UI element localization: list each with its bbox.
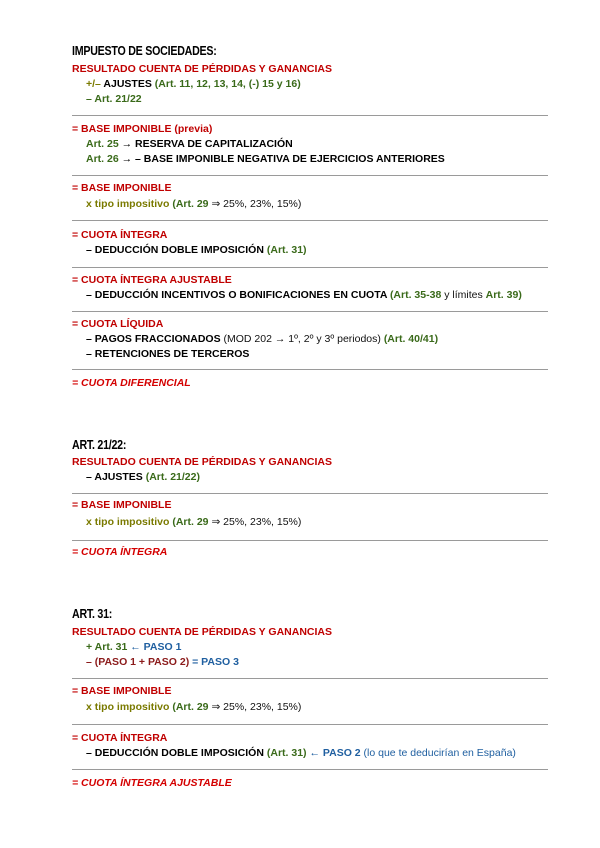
resultado-line: RESULTADO CUENTA DE PÉRDIDAS Y GANANCIAS bbox=[72, 456, 332, 468]
base-imponible: = BASE IMPONIBLE bbox=[72, 182, 172, 194]
rates: ⇒ 25%, 23%, 15%) bbox=[208, 516, 302, 528]
note: (lo que te deducirían en España) bbox=[363, 747, 516, 759]
paso-1-line bbox=[86, 641, 181, 654]
divider bbox=[72, 724, 548, 725]
base-imponible: = BASE IMPONIBLE bbox=[72, 499, 172, 511]
retenciones-line: – RETENCIONES DE TERCEROS bbox=[86, 348, 250, 360]
cuota-integra-ajustable: = CUOTA ÍNTEGRA AJUSTABLE bbox=[72, 274, 232, 286]
art-text: → – BASE IMPONIBLE NEGATIVA DE EJERCICIOS ANTERIORES bbox=[118, 153, 445, 165]
section-title: ART. 21/22: bbox=[72, 437, 127, 452]
cuota-integra: = CUOTA ÍNTEGRA bbox=[72, 732, 168, 744]
deduccion-doble-line bbox=[86, 244, 307, 257]
paso-sum: – (PASO 1 + PASO 2) bbox=[86, 656, 193, 668]
art-ref: + Art. 31 bbox=[86, 641, 131, 653]
art-ref: (Art. 40/41) bbox=[383, 333, 439, 345]
cuota-integra-ajustable: = CUOTA ÍNTEGRA AJUSTABLE bbox=[72, 777, 232, 789]
divider bbox=[72, 220, 548, 221]
tipo-impositivo-line bbox=[86, 701, 301, 714]
ajustes-label: AJUSTES bbox=[103, 78, 155, 90]
pagos-fraccionados-line bbox=[86, 333, 438, 346]
base-imponible-previa: = BASE IMPONIBLE (previa) bbox=[72, 123, 213, 135]
cuota-integra: = CUOTA ÍNTEGRA bbox=[72, 546, 168, 558]
paso-label: PASO 3 bbox=[201, 656, 239, 668]
divider bbox=[72, 678, 548, 679]
limites-text: y límites bbox=[441, 289, 486, 301]
rates: ⇒ 25%, 23%, 15%) bbox=[208, 198, 302, 210]
art-ref: Art. 39) bbox=[485, 289, 522, 301]
tipo-impositivo-line bbox=[86, 516, 301, 529]
art-ref: (Art. 29 bbox=[172, 701, 209, 713]
art-ref: (Art. 35-38 bbox=[389, 289, 442, 301]
ajustes-line bbox=[86, 78, 301, 91]
ajustes-line bbox=[86, 471, 200, 484]
paso-label: ← PASO 1 bbox=[130, 641, 182, 653]
art-21-22-line: – Art. 21/22 bbox=[86, 93, 142, 105]
equals: = bbox=[192, 656, 202, 668]
divider bbox=[72, 493, 548, 494]
mod-text: (MOD 202 → 1º, 2º y 3º periodos) bbox=[223, 333, 384, 345]
art-ref: Art. 25 bbox=[86, 138, 119, 150]
ajustes-articles: (Art. 11, 12, 13, 14, (-) 15 y 16) bbox=[154, 78, 301, 90]
sign: +/– bbox=[86, 78, 104, 90]
art-text: → RESERVA DE CAPITALIZACIÓN bbox=[118, 138, 293, 150]
art-ref: (Art. 29 bbox=[172, 198, 209, 210]
art-26-line bbox=[86, 153, 445, 166]
resultado-line: RESULTADO CUENTA DE PÉRDIDAS Y GANANCIAS bbox=[72, 63, 332, 75]
tipo-impositivo-line bbox=[86, 198, 301, 211]
section-title: IMPUESTO DE SOCIEDADES: bbox=[72, 43, 217, 58]
resultado-line: RESULTADO CUENTA DE PÉRDIDAS Y GANANCIAS bbox=[72, 626, 332, 638]
cuota-liquida: = CUOTA LÍQUIDA bbox=[72, 318, 164, 330]
tipo-label: x tipo impositivo bbox=[86, 701, 173, 713]
paso-3-line bbox=[86, 656, 239, 669]
tipo-label: x tipo impositivo bbox=[86, 198, 173, 210]
art-ref: (Art. 31) bbox=[266, 244, 307, 256]
ajustes-label: – AJUSTES bbox=[86, 471, 146, 483]
art-ref: Art. 26 bbox=[86, 153, 119, 165]
deduccion-label: – DEDUCCIÓN DOBLE IMPOSICIÓN bbox=[86, 244, 267, 256]
rates: ⇒ 25%, 23%, 15%) bbox=[208, 701, 302, 713]
pagos-label: – PAGOS FRACCIONADOS bbox=[86, 333, 224, 345]
divider bbox=[72, 267, 548, 268]
section-title: ART. 31: bbox=[72, 606, 113, 621]
divider bbox=[72, 311, 548, 312]
divider bbox=[72, 540, 548, 541]
art-25-line bbox=[86, 138, 293, 151]
tipo-label: x tipo impositivo bbox=[86, 516, 173, 528]
divider bbox=[72, 175, 548, 176]
deduccion-label: – DEDUCCIÓN INCENTIVOS O BONIFICACIONES EN CUOTA bbox=[86, 289, 390, 301]
deduccion-doble-line bbox=[86, 747, 516, 760]
base-imponible: = BASE IMPONIBLE bbox=[72, 685, 172, 697]
deduccion-label: – DEDUCCIÓN DOBLE IMPOSICIÓN bbox=[86, 747, 267, 759]
art-ref: (Art. 31) bbox=[266, 747, 307, 759]
paso-label: ← PASO 2 bbox=[306, 747, 364, 759]
art-ref: (Art. 29 bbox=[172, 516, 209, 528]
divider bbox=[72, 769, 548, 770]
deduccion-incentivos-line bbox=[86, 289, 522, 302]
cuota-diferencial: = CUOTA DIFERENCIAL bbox=[72, 377, 191, 389]
cuota-integra: = CUOTA ÍNTEGRA bbox=[72, 229, 168, 241]
art-ref: (Art. 21/22) bbox=[145, 471, 200, 483]
divider bbox=[72, 369, 548, 370]
divider bbox=[72, 115, 548, 116]
